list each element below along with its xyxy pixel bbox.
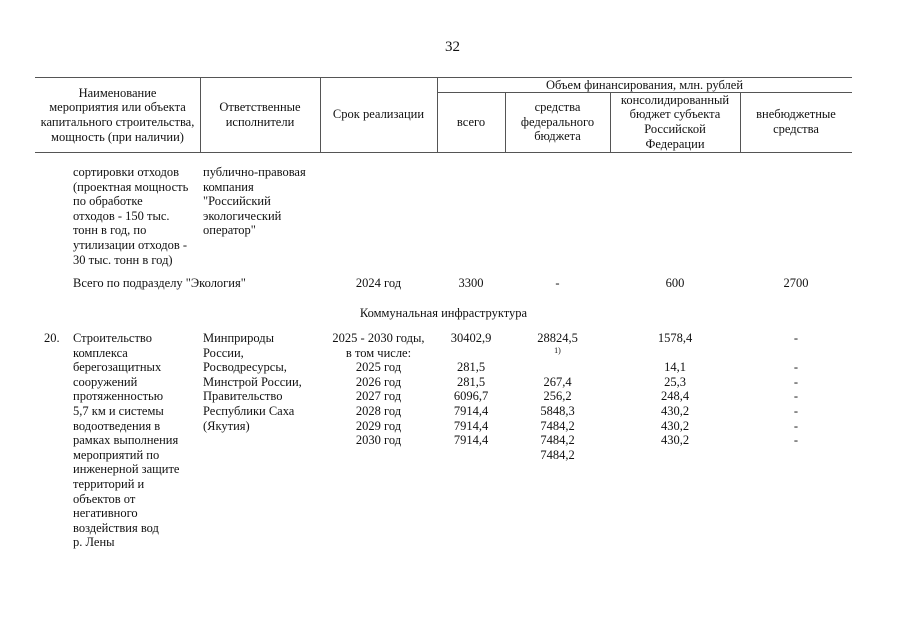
continuation-name-cell: сортировки отходов (проектная мощность по обработке отходов - 150 тыс. тонн в год, по утилизации отходов - 30 тыс. тонн в год) <box>73 165 189 267</box>
item-total-cell: 30402,9 281,5 281,5 6096,7 7914,4 7914,4 7914,4 <box>450 331 492 448</box>
federal-total-with-note: 28824,5 $^{1)}$ <box>537 331 578 355</box>
item-offbudget-cell: - - - - - - - <box>793 331 799 448</box>
subtotal-regional: 600 <box>665 276 685 290</box>
item-executor-cell: Минприроды России, Росводресурсы, Минстрой России, Правительство Республики Саха (Якутия) <box>203 331 302 433</box>
subtotal-federal: - <box>555 276 560 290</box>
continuation-executor-cell: публично-правовая компания "Российский экологический оператор" <box>203 165 306 238</box>
section-title: Коммунальная инфраструктура <box>359 306 528 320</box>
subtotal-label: Всего по подразделу "Экология" <box>73 276 246 290</box>
header-name-cell: Наименование мероприятия или объекта капитального строительства, мощность (при наличии) <box>40 85 195 144</box>
subtotal-total: 3300 <box>458 276 484 290</box>
subtotal-term: 2024 год <box>355 276 402 290</box>
item-federal-cell: 28824,5 $^{1)}$ 267,4 256,2 5848,3 7484,2 7484,2 7484,2 <box>505 331 610 462</box>
header-regional-cell: консолидированный бюджет субъекта Российской Федерации <box>620 92 730 151</box>
subtotal-offbudget: 2700 <box>783 276 809 290</box>
footnote-marker: 1) <box>554 345 561 355</box>
header-bottom-border <box>35 152 852 153</box>
item-name-cell: Строительство комплекса берегозащитных сооружений протяженностью 5,7 км и системы водоотведения в рамках выполнения мероприятий по инженерной защите территорий и объектов от негативного воздействия вод р. Лены <box>73 331 180 550</box>
page-number: 32 <box>445 39 460 55</box>
header-funding-group: Объем финансирования, млн. рублей <box>545 77 744 92</box>
header-total-cell: всего <box>456 114 486 129</box>
header-federal-cell: средства федерального бюджета <box>520 100 595 144</box>
header-executors-cell: Ответственные исполнители <box>219 99 301 129</box>
item-number: 20. <box>44 331 60 345</box>
item-regional-cell: 1578,4 14,1 25,3 248,4 430,2 430,2 430,2 <box>657 331 693 448</box>
item-term-cell: 2025 - 2030 годы, в том числе: 2025 год 2026 год 2027 год 2028 год 2029 год 2030 год <box>332 331 425 448</box>
header-offbudget-cell: внебюджетные средства <box>756 107 836 136</box>
header-term-cell: Срок реализации <box>332 107 425 122</box>
